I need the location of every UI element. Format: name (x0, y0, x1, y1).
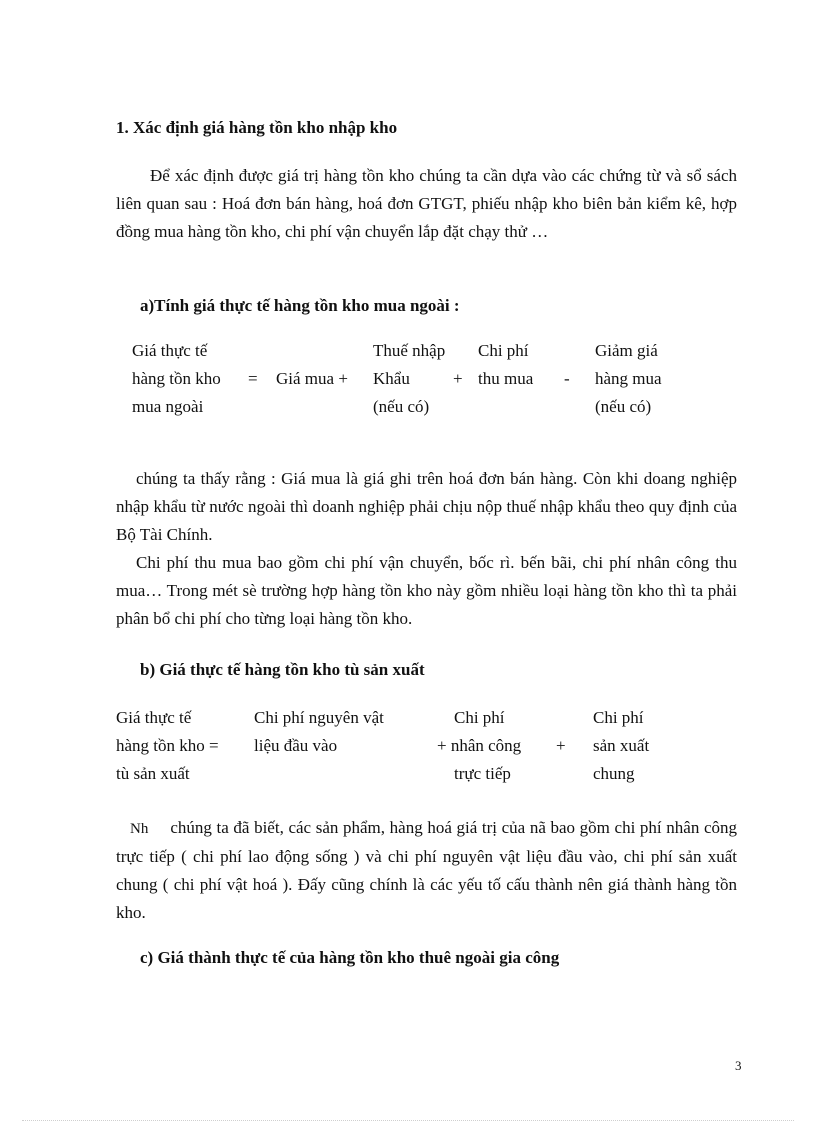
formula-a-lhs-line-1: Giá thực tế (132, 341, 208, 360)
formula-a-discount-line-2: hàng mua (595, 369, 662, 388)
section-1-heading: 1. Xác định giá hàng tồn kho nhập kho (116, 118, 398, 137)
formula-b-material-cost-line-2: liệu đầu vào (254, 736, 338, 755)
page-bottom-divider (22, 1120, 794, 1121)
section-a-paragraph-2: Chi phí thu mua bao gồm chi phí vận chuyển, bốc rì. bến bãi, chi phí nhân công thu mua… Trong mét sè trường hợp hàng tồn kho này gồm nhiều loại hàng tồn kho thì ta phải phân bổ chi phí cho từng loại hàng tồn kho. (116, 553, 737, 628)
formula-b-labor-cost-line-1: Chi phí (454, 708, 505, 727)
page-number: 3 (735, 1058, 742, 1073)
section-b-heading: b) Giá thực tế hàng tồn kho tù sản xuất (140, 660, 425, 679)
formula-a-import-tax-line-1: Thuế nhập (373, 341, 446, 360)
formula-b-overhead-line-1: Chi phí (593, 708, 644, 727)
section-c-heading: c) Giá thành thực tế của hàng tồn kho thuê ngoài gia công (140, 948, 560, 967)
formula-a-discount-line-1: Giảm giá (595, 341, 658, 360)
formula-b-plus: + (556, 736, 566, 755)
formula-b-overhead-line-2: sản xuất (593, 736, 650, 755)
formula-a-lhs-line-3: mua ngoài (132, 397, 204, 416)
formula-a-purchase-cost-line-1: Chi phí (478, 341, 529, 360)
formula-a-discount-line-3: (nếu có) (595, 397, 652, 416)
formula-a-import-tax-line-3: (nếu có) (373, 397, 430, 416)
formula-b-material-cost-line-1: Chi phí nguyên vật (254, 708, 384, 727)
formula-b-lhs-line-1: Giá thực tế (116, 708, 192, 727)
formula-b-overhead-line-3: chung (593, 764, 635, 783)
section-b-paragraph (116, 814, 737, 927)
section-a-heading: a)Tính giá thực tế hàng tồn kho mua ngoài : (140, 296, 460, 315)
formula-b-lhs-line-2: hàng tồn kho = (116, 736, 219, 755)
section-b-paragraph-text: chúng ta đã biết, các sản phẩm, hàng hoá giá trị của nã bao gồm chi phí nhân công trực tiếp ( chi phí lao động sống ) và chi phí nguyên vật liệu đầu vào, chi phí sản xuất chung ( chi phí vật hoá ). Đấy cũng chính là các yếu tố cấu thành nên giá thành hàng tồn kho. (116, 818, 737, 922)
formula-a-purchase-price: Giá mua + (276, 369, 348, 388)
formula-a-import-tax-line-2: Khẩu (373, 369, 410, 388)
section-a-paragraph-1: chúng ta thấy rằng : Giá mua là giá ghi trên hoá đơn bán hàng. Còn khi doang nghiệp nhập khẩu từ nước ngoài thì doanh nghiệp phải chịu nộp thuế nhập khẩu theo quy định của Bộ Tài Chính. (116, 469, 737, 544)
formula-a-plus: + (453, 369, 463, 388)
formula-a-minus: - (564, 369, 570, 388)
section-1-paragraph: Để xác định được giá trị hàng tồn kho chúng ta cần dựa vào các chứng từ và sổ sách liên quan sau : Hoá đơn bán hàng, hoá đơn GTGT, phiếu nhập kho biên bản kiểm kê, hợp đồng mua hàng tồn kho, chi phí vận chuyển lắp đặt chạy thử … (116, 166, 737, 241)
formula-b-lhs-line-3: tù sản xuất (116, 764, 190, 783)
formula-b-labor-cost-line-3: trực tiếp (454, 764, 511, 783)
formula-a-lhs-line-2: hàng tồn kho (132, 369, 221, 388)
formula-b-labor-cost-line-2: + nhân công (437, 736, 522, 755)
section-b-paragraph-prefix: Nh (130, 821, 149, 837)
formula-a-purchase-cost-line-2: thu mua (478, 369, 534, 388)
formula-a-equals: = (248, 369, 258, 388)
